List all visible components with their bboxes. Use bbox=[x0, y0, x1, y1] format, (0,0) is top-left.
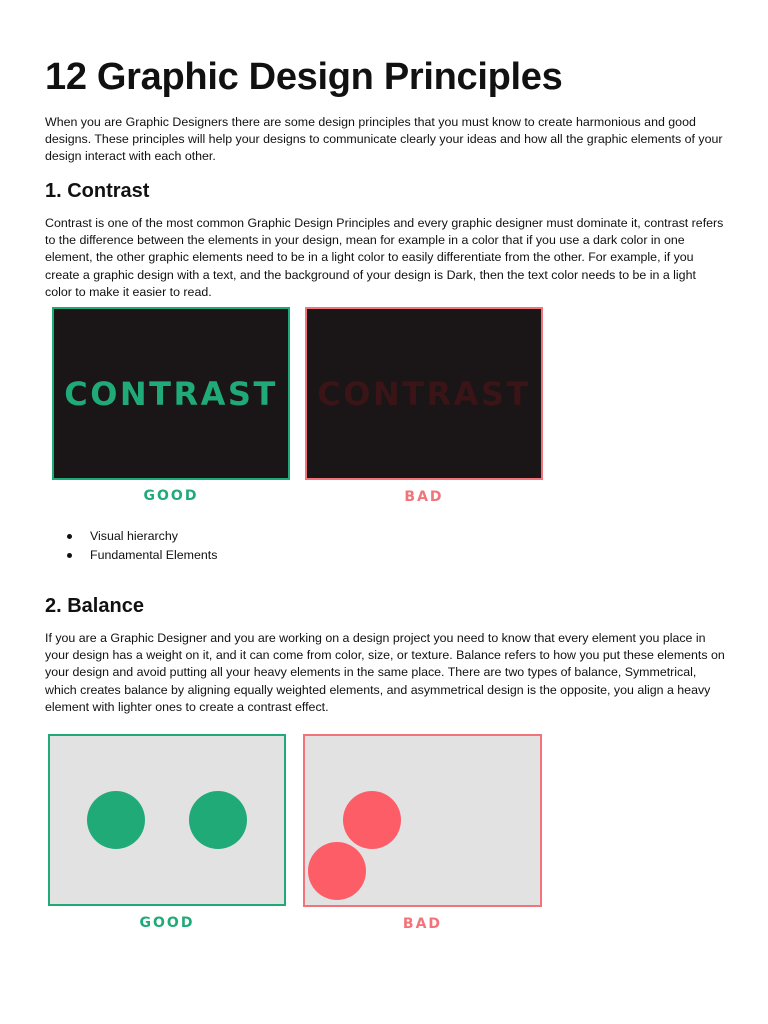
balance-circle bbox=[308, 842, 366, 900]
intro-paragraph: When you are Graphic Designers there are some design principles that you must know to create harmonious and good designs. These principles will help your designs to communicate clearly your ideas and how all the graphic elements of your design interact with each other. bbox=[45, 115, 723, 164]
list-item-label: Fundamental Elements bbox=[90, 547, 218, 562]
bullet-icon bbox=[67, 553, 72, 558]
contrast-bad-label: BAD bbox=[404, 489, 444, 505]
contrast-good-example bbox=[52, 307, 290, 480]
page-title: 12 Graphic Design Principles bbox=[45, 56, 563, 98]
contrast-heading: 1. Contrast bbox=[45, 180, 150, 202]
balance-paragraph: If you are a Graphic Designer and you are working on a design project you need to know that every element you place in your design has a weight on it, and it can come from color, size, or texture. Balance refers to how you put these elements on your design and avoid putting all your heavy elements in the same place. There are two types of balance, Symmetrical, which creates balance by aligning equally weighted elements, and asymmetrical design is the opposite, you align a heavy element with lighter ones to create a contrast effect. bbox=[45, 631, 725, 714]
balance-circle bbox=[87, 791, 145, 849]
related-topics-list bbox=[45, 527, 217, 564]
balance-bad-label: BAD bbox=[402, 916, 443, 932]
balance-circle bbox=[343, 791, 401, 849]
contrast-good-word: CONTRAST bbox=[64, 374, 278, 413]
list-item-label: Visual hierarchy bbox=[90, 529, 178, 543]
balance-bad-example bbox=[303, 734, 542, 907]
balance-heading: 2. Balance bbox=[45, 595, 144, 617]
contrast-bad-word: CONTRAST bbox=[317, 374, 531, 413]
balance-circle bbox=[189, 791, 247, 849]
list-item bbox=[45, 546, 217, 565]
balance-good-label: GOOD bbox=[139, 915, 195, 931]
contrast-paragraph: Contrast is one of the most common Graphic Design Principles and every graphic designer must dominate it, contrast refers to the difference between the elements in your design, mean for example in a color that if you use a dark color in one element, the other graphic elements need to be in a light color to easily differentiate from the other. For example, if you create a graphic design with a text, and the background of your design is Dark, then the text color needs to be in a light color to make it easier to read. bbox=[45, 216, 724, 299]
contrast-bad-example bbox=[305, 307, 543, 480]
balance-good-example bbox=[48, 734, 286, 906]
bullet-icon bbox=[67, 534, 72, 539]
list-item bbox=[45, 527, 217, 546]
contrast-good-label: GOOD bbox=[143, 488, 199, 504]
